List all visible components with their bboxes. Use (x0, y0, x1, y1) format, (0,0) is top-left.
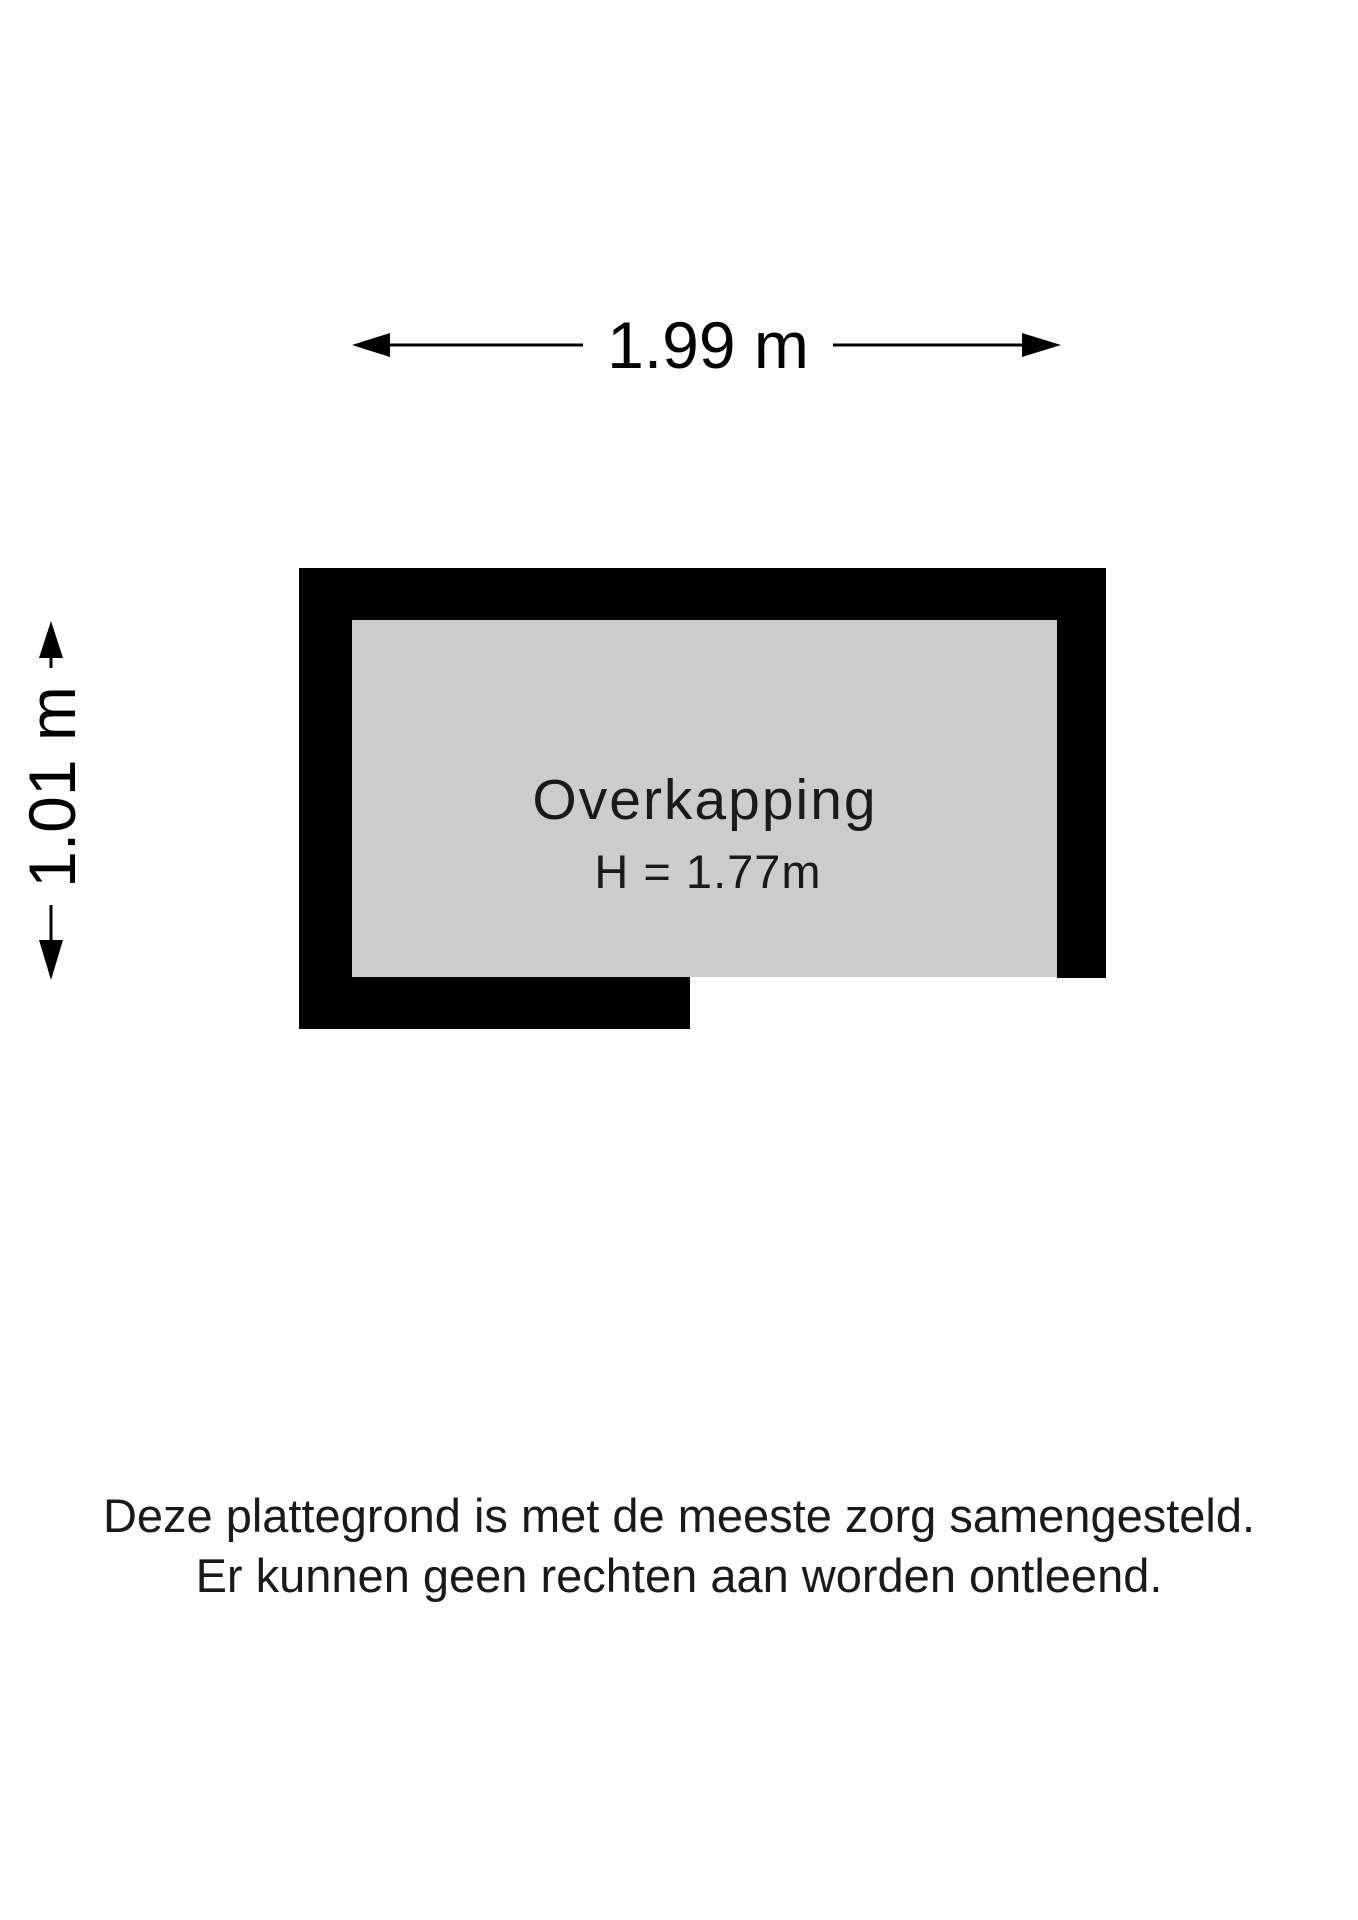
disclaimer-line-1: Deze plattegrond is met de meeste zorg samengesteld. (102, 1489, 1256, 1542)
depth-dimension-label: 1.01 m (15, 686, 89, 888)
arrow-down-icon (39, 940, 63, 980)
wall-left (299, 568, 352, 1029)
arrow-up-icon (39, 621, 63, 658)
width-dimension (352, 308, 1061, 382)
disclaimer (0, 1486, 1358, 1606)
wall-right (1057, 568, 1106, 978)
wall-bottom (299, 977, 690, 1029)
room-name: Overkapping (532, 768, 878, 832)
arrow-left-icon (352, 333, 390, 357)
depth-dimension (15, 621, 89, 980)
disclaimer-line-2: Er kunnen geen rechten aan worden ontleend. (195, 1549, 1163, 1602)
wall-top (299, 568, 1106, 620)
arrow-right-icon (1022, 333, 1061, 357)
room-height: H = 1.77m (594, 845, 822, 898)
width-dimension-label: 1.99 m (607, 308, 809, 382)
